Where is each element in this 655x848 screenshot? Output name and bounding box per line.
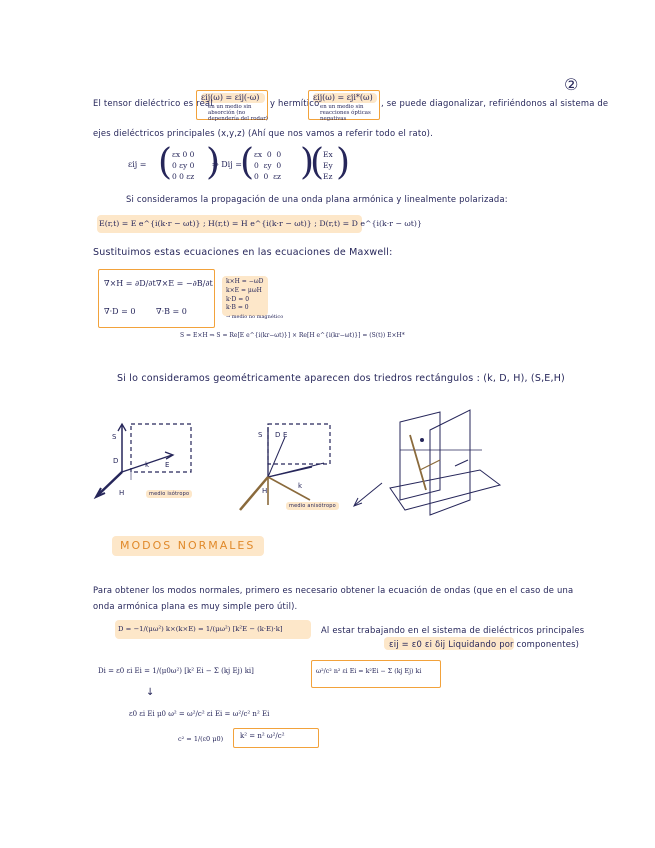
eps-real-note: en un medio sin absorción (no dependería del rodar) (208, 104, 268, 122)
d1-label-s: S (112, 433, 117, 441)
d2-note: medio anisótropo (286, 502, 339, 510)
section-title: MODOS NORMALES (120, 539, 256, 552)
line-5: Si lo consideramos geométricamente aparecen dos triedros rectángulos : (k, D, H), (S,E,H) (117, 373, 565, 384)
maxwell-2: ∇×E = −∂B/∂t (156, 279, 213, 288)
d-equation: D = −1/(μω²) k×(k×E) = 1/(μω²) [k²E − (k·E)·k] (118, 625, 283, 633)
d-label: ⇒ Dij = (212, 160, 242, 169)
line-8: Al estar trabajando en el sistema de dieléctricos principales (321, 625, 585, 635)
side-2: k×E = μωH (226, 287, 262, 294)
k2-eq: k² = n² ω²/c² (240, 732, 285, 740)
eps-real-eq: εij(ω) = εij(-ω) (201, 93, 260, 102)
d2-label-e: E (283, 431, 288, 439)
d1-label-h: H (119, 489, 125, 497)
maxwell-1: ∇×H = ∂D/∂t (104, 279, 156, 288)
maxwell-3: ∇·D = 0 (104, 307, 136, 316)
d2-label-d: D (275, 431, 281, 439)
side-3: k·D = 0 (226, 296, 250, 303)
d1-note: medio isótropo (146, 490, 192, 498)
wave-equations: E(r,t) = E e^{i(k·r − ωt)} ; H(r,t) = H e^{i(k·r − ωt)} ; D(r,t) = D e^{i(k·r − ωt)} (99, 219, 422, 228)
line-7: onda armónica plana es muy simple pero útil). (93, 601, 298, 611)
diagram-planes (390, 410, 500, 515)
line-9: εij = ε0 εi δij Liquidando por componentes) (389, 639, 580, 649)
d2-label-h: H (262, 487, 268, 495)
line-3: Si consideramos la propagación de una onda plana armónica y linealmente polarizada: (126, 194, 508, 204)
side-note: → medio no magnético (226, 314, 284, 320)
notes-page: ② El tensor dieléctrico es real εij(ω) = εij(-ω) en un medio sin absorción (no dependería del rodar) y hermítico εij(ω) = εji*(ω) en un medio sin reacciones ópticas negativas , se puede diagonalizar, refiriéndonos al sistema de ejes dieléctricos principales (x,y,z) (Ahí que nos vamos a referir todo el rato). εij = ( εx 0 0 0 εy 0 0 0 εz ) ⇒ Dij = ( εx 0 0 0 εy 0 0 0 εz ) ( Ex Ey Ez ) Si consideramos la propagación de una onda plana armónica y linealmente polarizada: E(r,t) = E e^{i(k·r − ωt)} ; H(r,t) = H e^{i(k·r − ωt)} ; D(r,t) = D e^{i(k·r − ωt)} Sustituimos estas ecuaciones en las ecuaciones de Maxwell: ∇×H = ∂D/∂t ∇×E = −∂B/∂t ∇·D = 0 ∇·B = 0 k×H = −ωD k×E = μωH k·D = 0 k·B = 0 → medio no magnético S = E×H ⇒ S = Re[E e^{i(kr−ωt)}] × Re[H e^{i(kr−ωt)}] = (S(t)) E×H* Si lo consideramos geométricamente aparecen dos triedros rectángulos : (k, D, H), (S,E,H) S D k E H medio isótropo S D E k H medio anisótropo MODOS NORMALES Para obtener los modos normales, primero es necesario obtener la ecuación de ondas (que en el caso de una onda armónica plana es muy simple pero útil). D = −1/(μω²) k×(k×E) = 1/(μω²) [k²E − (k·E)·k] Al estar trabajando en el sistema de dieléctricos principales εij = ε0 εi δij Liquidando por componentes) Di = ε0 εi Ei = 1/(μ0ω²) [k² Ei − Σ (kj Ej) ki] ω²/c² n² εi Ei = k²Ei − Σ (kj Ej) ki ↓ ε0 εi Ei μ0 ω² = ω²/c² εi Ei = ω²/c² n² Ei c² = 1/(ε0 μ0) k² = n² ω²/c² (0, 0, 655, 848)
c2-eq: c² = 1/(ε0 μ0) (178, 735, 224, 743)
di-equation: Di = ε0 εi Ei = 1/(μ0ω²) [k² Ei − Σ (kj Ej) ki] (98, 667, 254, 675)
last-equation: ε0 εi Ei μ0 ω² = ω²/c² εi Ei = ω²/c² n² Ei (129, 710, 270, 718)
d2-label-k: k (298, 482, 303, 490)
d1-label-d: D (113, 457, 119, 465)
eps-herm-eq: εij(ω) = εji*(ω) (313, 93, 373, 102)
d2-label-s: S (258, 431, 263, 439)
d1-label-e: E (165, 461, 170, 469)
line-1c: , se puede diagonalizar, refiriéndonos al sistema de (381, 98, 609, 108)
line-2: ejes dieléctricos principales (x,y,z) (Ahí que nos vamos a referir todo el rato). (93, 128, 433, 138)
eps-herm-note: en un medio sin reacciones ópticas negativas (320, 104, 371, 122)
page-number: ② (564, 75, 579, 94)
side-4: k·B = 0 (226, 304, 249, 311)
line-6: Para obtener los modos normales, primero es necesario obtener la ecuación de ondas (que en el caso de una (93, 585, 574, 595)
side-1: k×H = −ωD (226, 278, 264, 285)
diagram-isotropic (96, 424, 191, 497)
diagram-arrow (354, 483, 382, 506)
line-1b: y hermítico (270, 98, 320, 108)
result-eq: ω²/c² n² εi Ei = k²Ei − Σ (kj Ej) ki (316, 668, 422, 675)
poynting-eq: S = E×H ⇒ S = Re[E e^{i(kr−ωt)}] × Re[H e^{i(kr−ωt)}] = (S(t)) E×H* (180, 332, 405, 339)
line-1a: El tensor dieléctrico es real (93, 98, 213, 108)
maxwell-4: ∇·B = 0 (156, 307, 187, 316)
d1-label-k: k (145, 461, 150, 469)
down-arrow: ↓ (146, 687, 155, 698)
eps-label: εij = (128, 160, 147, 169)
line-4: Sustituimos estas ecuaciones en las ecuaciones de Maxwell: (93, 247, 393, 258)
